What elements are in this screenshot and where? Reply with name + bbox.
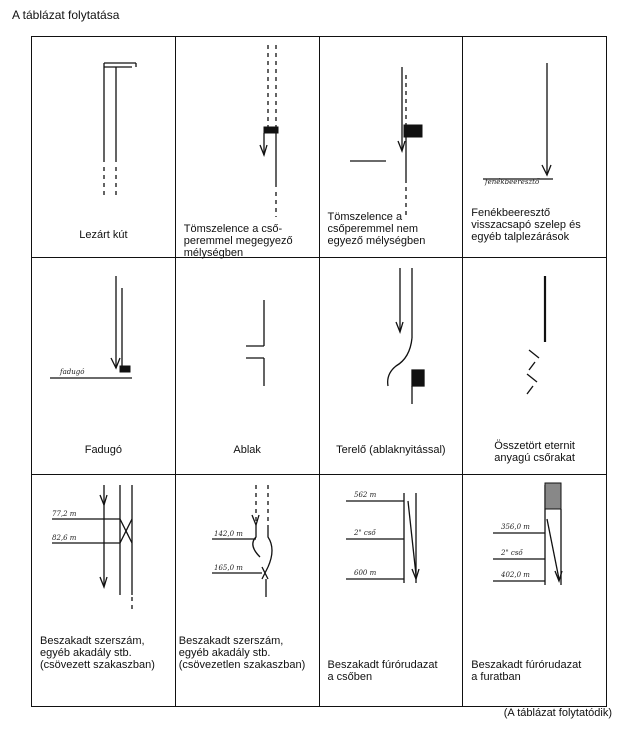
caption-packer-different-depth: Tömszelence a csőperemmel nem egyező mélységben [327,211,426,247]
cell-bottom-valve [463,37,607,258]
cell-window [175,258,319,475]
page-footer: (A táblázat folytatódik) [503,707,612,719]
depth-label-top: 142,0 m [213,530,243,538]
depth-label-top: 562 m [353,491,376,499]
cell-packer-same-depth [175,37,319,258]
caption-packer-same-depth [184,211,313,259]
cell-lost-tool-uncased [175,475,319,707]
page-heading: A táblázat folytatása [12,8,120,22]
caption-lost-tool-uncased: Beszakadt szerszám, egyéb akadály stb. (csövezetlen szakaszban) [178,635,306,671]
pipe-size-label: 2" cső [353,529,376,537]
caption-lost-drillpipe-borehole: Beszakadt fúrórudazat a furatban [471,659,582,683]
lost-tool-cased-sketch [32,475,176,706]
sketch-label-wooden-plug: fadugó [60,368,85,376]
caption-window: Ablak [233,444,261,456]
depth-label-top: 77,2 m [52,510,77,518]
caption-whipstock: Terelő (ablaknyitással) [336,444,446,456]
whipstock-sketch [320,258,464,474]
cell-wooden-plug [32,258,176,475]
cell-sealed-well [32,37,176,258]
wooden-plug-sketch [32,258,176,474]
caption-line: Tömszelence a cső- peremmel megegyező mélységben [183,223,293,259]
lost-tool-uncased-sketch [176,475,320,706]
depth-label-top: 356,0 m [501,523,531,531]
well-symbol-table [31,36,607,707]
caption-lost-drillpipe-casing: Beszakadt fúrórudazat a csőben [327,659,438,683]
caption-bottom-valve: Fenékbeeresztő visszacsapó szelep és egyéb talplezárások [471,207,581,243]
caption-sealed-well: Lezárt kút [79,229,128,241]
sealed-well-sketch [32,37,176,257]
depth-label-bottom: 600 m [353,569,376,577]
cell-lost-drillpipe-borehole [463,475,607,707]
sketch-label-bottom-valve: fenékbeeresztő [485,178,540,186]
window-sketch [176,258,320,474]
caption-broken-casing: Összetört eternit anyagú csőrakat [494,440,575,464]
caption-wooden-plug: Fadugó [84,444,123,456]
caption-lost-tool-cased: Beszakadt szerszám, egyéb akadály stb. (csövezett szakaszban) [40,635,155,671]
cell-whipstock [319,258,463,475]
cell-lost-drillpipe-casing [319,475,463,707]
depth-label-bottom: 402,0 m [501,571,531,579]
cell-broken-asbestos-casing [463,258,607,475]
pipe-size-label: 2" cső [501,549,523,557]
depth-label-bottom: 82,6 m [52,534,77,542]
cell-lost-tool-cased [32,475,176,707]
cell-packer-different-depth [319,37,463,258]
depth-label-bottom: 165,0 m [213,564,243,572]
